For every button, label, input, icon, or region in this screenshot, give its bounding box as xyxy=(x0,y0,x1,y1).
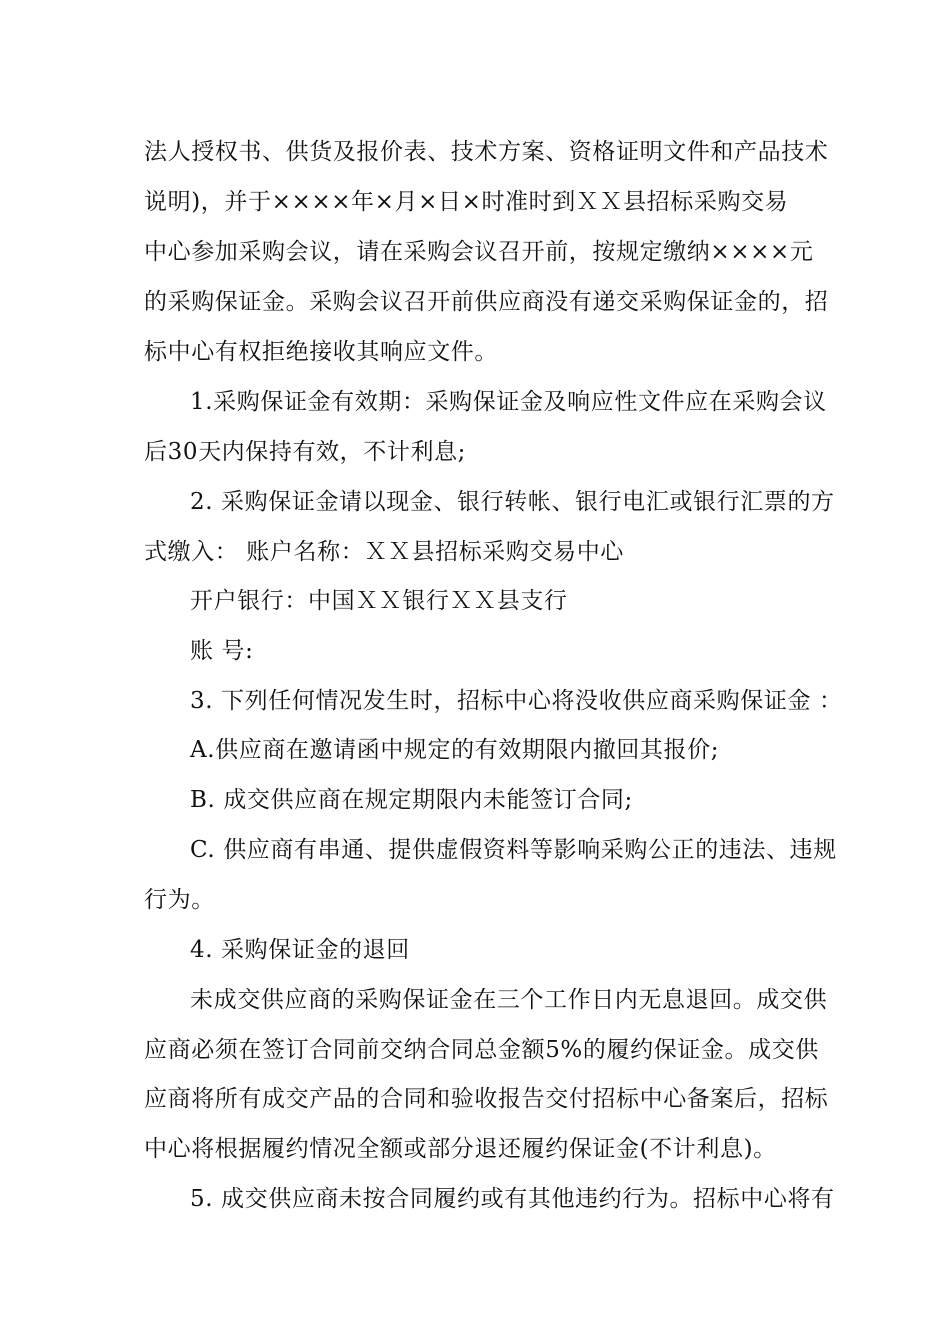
text-line: 中心将根据履约情况全额或部分退还履约保证金(不计利息)。 xyxy=(144,1136,777,1162)
text-line: 应商必须在签订合同前交纳合同总金额5%的履约保证金。成交供 xyxy=(144,1037,819,1063)
text-line: 未成交供应商的采购保证金在三个工作日内无息退回。成交供 xyxy=(190,987,828,1013)
text-line: 开户银行：中国ＸＸ银行ＸＸ县支行 xyxy=(190,588,568,614)
text-line: 4. 采购保证金的退回 xyxy=(190,937,410,963)
text-line: 法人授权书、供货及报价表、技术方案、资格证明文件和产品技术 xyxy=(144,139,829,165)
text-line: C. 供应商有串通、提供虚假资料等影响采购公正的违法、违规 xyxy=(190,837,837,863)
text-line: 账 号: xyxy=(190,638,254,664)
text-line: 中心参加采购会议，请在采购会议召开前，按规定缴纳××××元 xyxy=(144,239,814,265)
text-line: 3. 下列任何情况发生时，招标中心将没收供应商采购保证金 ： xyxy=(190,688,843,714)
text-line: 2. 采购保证金请以现金、银行转帐、银行电汇或银行汇票的方 xyxy=(190,489,835,515)
text-line: 说明)，并于××××年×月×日×时准时到ＸＸ县招标采购交易 xyxy=(144,189,789,215)
text-line: 式缴入： 账户名称：ＸＸ县招标采购交易中心 xyxy=(144,539,624,565)
text-line: 应商将所有成交产品的合同和验收报告交付招标中心备案后，招标 xyxy=(144,1086,829,1112)
text-line: B. 成交供应商在规定期限内未能签订合同; xyxy=(190,787,633,813)
text-line: 5. 成交供应商未按合同履约或有其他违约行为。招标中心将有 xyxy=(190,1186,835,1212)
text-line: 标中心有权拒绝接收其响应文件。 xyxy=(144,339,498,365)
text-line: 后30天内保持有效，不计利息; xyxy=(144,439,467,465)
text-line: 行为。 xyxy=(144,887,215,913)
text-line: A.供应商在邀请函中规定的有效期限内撤回其报价; xyxy=(190,737,720,763)
text-line: 1.采购保证金有效期：采购保证金及响应性文件应在采购会议 xyxy=(190,389,827,415)
text-line: 的采购保证金。采购会议召开前供应商没有递交采购保证金的，招 xyxy=(144,289,829,315)
